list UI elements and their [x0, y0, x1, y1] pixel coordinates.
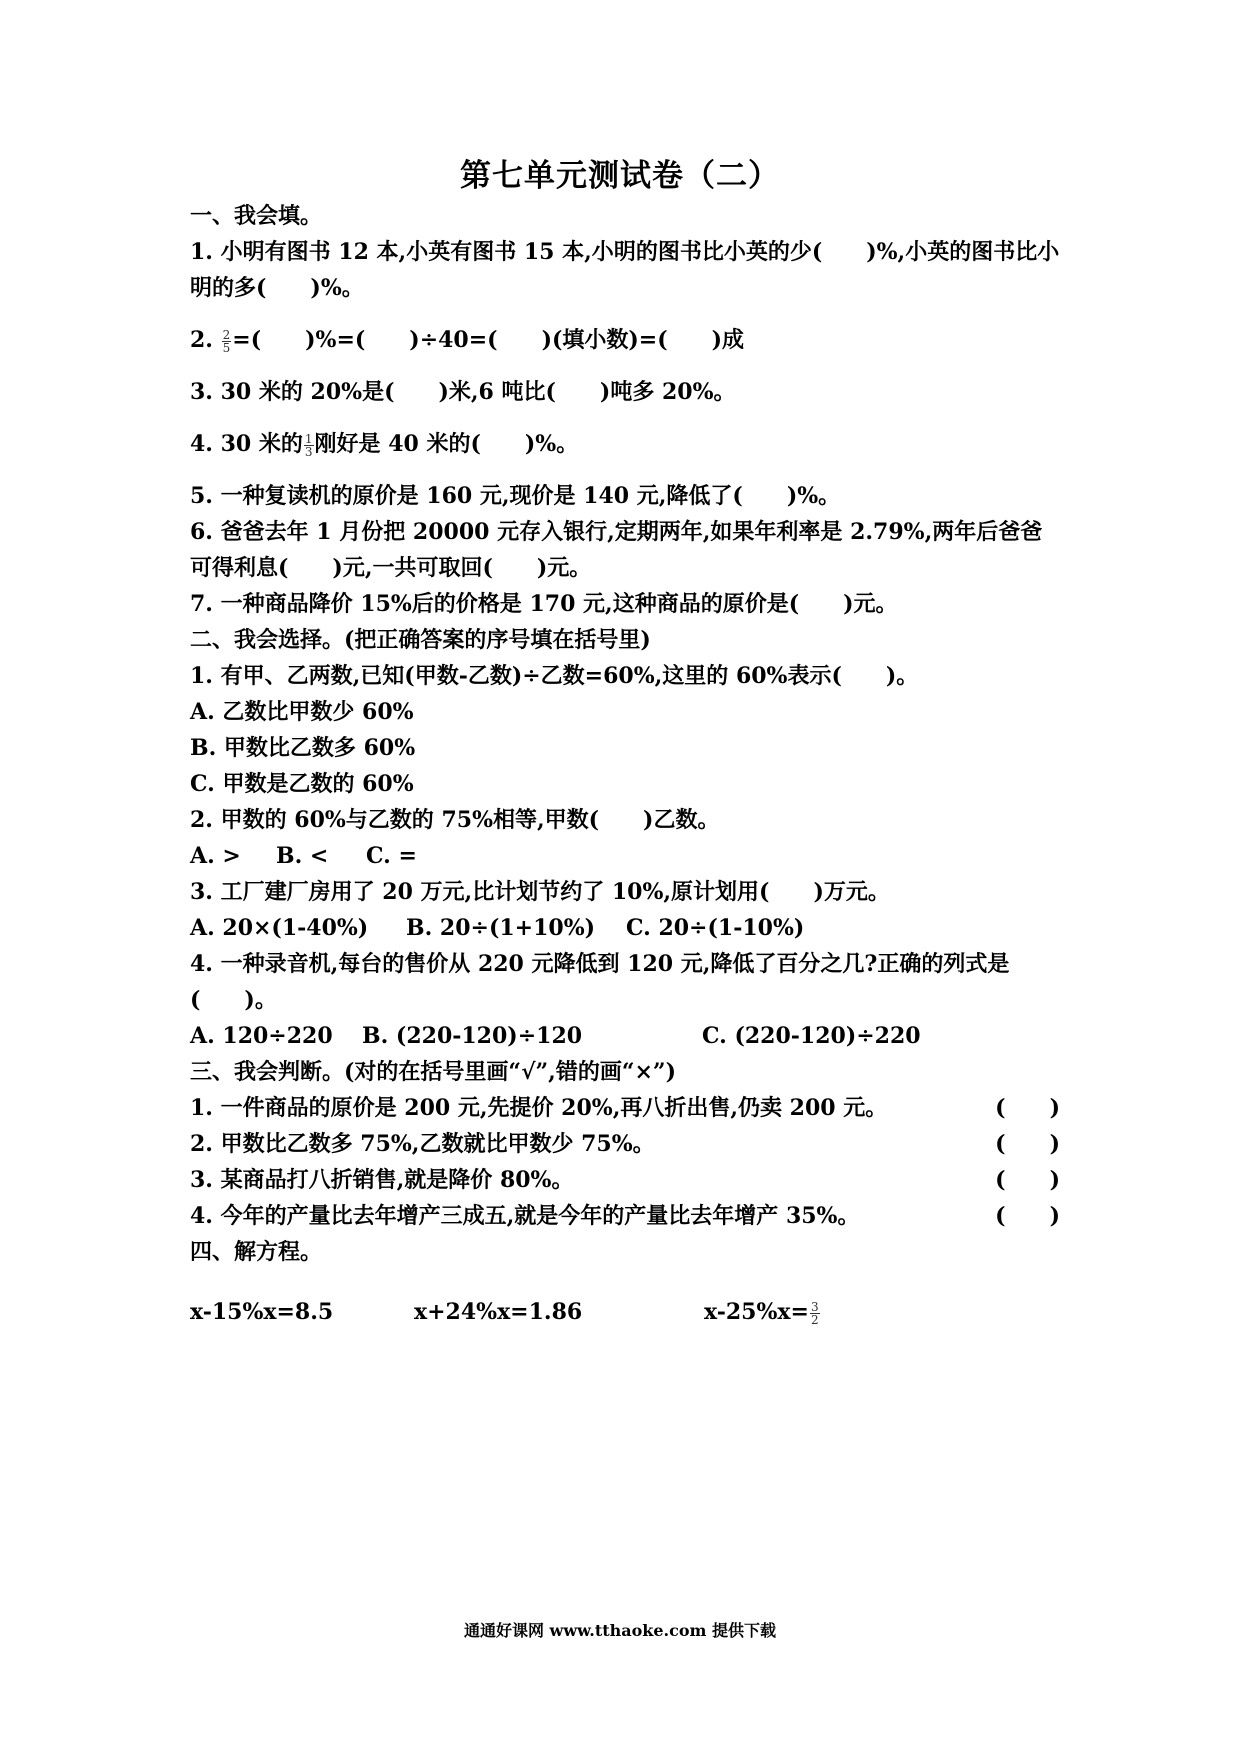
page-title: 第七单元测试卷（二）	[460, 158, 780, 194]
fill-question-1: 1. 小明有图书 12 本,小英有图书 15 本,小明的图书比小英的少( )%,小英的图书比小明的多( )%。	[190, 239, 1060, 301]
choice-question-4-options	[190, 1018, 1060, 1054]
exam-content	[190, 198, 1060, 1330]
choice-question-2-option-a: A. >	[190, 843, 241, 869]
equation-2: x+24%x=1.86	[414, 1299, 583, 1325]
judge-question-text: 3. 某商品打八折销售,就是降价 80%。	[190, 1167, 574, 1193]
judge-question-3	[190, 1162, 1060, 1198]
judge-question-text: 2. 甲数比乙数多 75%,乙数就比甲数少 75%。	[190, 1131, 655, 1157]
choice-question-1-option-c: C. 甲数是乙数的 60%	[190, 771, 414, 797]
fill-question-2-prefix: 2.	[190, 327, 221, 353]
fill-question-2-rest: =( )%=( )÷40=( )(填小数)=( )成	[232, 327, 745, 353]
choice-question-4-option-c: C. (220-120)÷220	[702, 1023, 921, 1049]
choice-question-2-option-b: B. <	[276, 843, 329, 869]
fill-question-4	[190, 426, 1060, 462]
fill-question-6: 6. 爸爸去年 1 月份把 20000 元存入银行,定期两年,如果年利率是 2.79%,两年后爸爸可得利息( )元,一共可取回( )元。	[190, 519, 1043, 581]
fraction-one-third	[304, 433, 314, 458]
equation-3	[704, 1294, 821, 1330]
fraction-three-halves	[810, 1301, 820, 1326]
fraction-numerator: 3	[810, 1299, 819, 1314]
choice-question-2-option-c: C. =	[366, 843, 417, 869]
choice-question-4-option-b: B. (220-120)÷120	[362, 1023, 583, 1049]
equation-3-prefix: x-25%x=	[704, 1299, 809, 1325]
answer-bracket: ( )	[995, 1095, 1060, 1121]
fill-question-2	[190, 322, 1060, 358]
choice-question-4-option-a: A. 120÷220	[190, 1023, 333, 1049]
choice-question-1-option-a: A. 乙数比甲数少 60%	[190, 699, 414, 725]
equations-row	[190, 1294, 1060, 1330]
choice-question-3-option-b: B. 20÷(1+10%)	[406, 915, 596, 941]
answer-bracket: ( )	[995, 1131, 1060, 1157]
fill-question-4-prefix: 4. 30 米的	[190, 431, 303, 457]
section-heading-choice: 二、我会选择。(把正确答案的序号填在括号里)	[190, 627, 651, 653]
choice-question-1-option-b: B. 甲数比乙数多 60%	[190, 735, 416, 761]
judge-question-text: 4. 今年的产量比去年增产三成五,就是今年的产量比去年增产 35%。	[190, 1203, 860, 1229]
choice-question-2: 2. 甲数的 60%与乙数的 75%相等,甲数( )乙数。	[190, 807, 720, 833]
fill-question-3: 3. 30 米的 20%是( )米,6 吨比( )吨多 20%。	[190, 379, 736, 405]
judge-question-1	[190, 1090, 1060, 1126]
judge-question-2	[190, 1126, 1060, 1162]
answer-bracket: ( )	[995, 1167, 1060, 1193]
section-heading-equations: 四、解方程。	[190, 1239, 323, 1265]
fill-question-7: 7. 一种商品降价 15%后的价格是 170 元,这种商品的原价是( )元。	[190, 591, 898, 617]
choice-question-3: 3. 工厂建厂房用了 20 万元,比计划节约了 10%,原计划用( )万元。	[190, 879, 890, 905]
judge-question-4	[190, 1198, 1060, 1234]
choice-question-4: 4. 一种录音机,每台的售价从 220 元降低到 120 元,降低了百分之几?正确的列式是( )。	[190, 951, 1010, 1013]
choice-question-3-option-a: A. 20×(1-40%)	[190, 915, 369, 941]
choice-question-3-option-c: C. 20÷(1-10%)	[626, 915, 805, 941]
fraction-denominator: 3	[304, 444, 313, 459]
equation-1: x-15%x=8.5	[190, 1299, 334, 1325]
section-heading-fill: 一、我会填。	[190, 203, 323, 229]
fraction-denominator: 5	[222, 340, 231, 355]
choice-question-1: 1. 有甲、乙两数,已知(甲数-乙数)÷乙数=60%,这里的 60%表示( )。	[190, 663, 919, 689]
fraction-numerator: 2	[222, 327, 231, 342]
judge-question-text: 1. 一件商品的原价是 200 元,先提价 20%,再八折出售,仍卖 200 元。	[190, 1095, 888, 1121]
footer-credit: 通通好课网 www.tthaoke.com 提供下载	[463, 1621, 777, 1640]
fraction-two-fifths	[222, 329, 232, 354]
answer-bracket: ( )	[995, 1203, 1060, 1229]
choice-question-2-options	[190, 838, 1060, 874]
fill-question-4-rest: 刚好是 40 米的( )%。	[314, 431, 579, 457]
choice-question-3-options	[190, 910, 1060, 946]
fraction-denominator: 2	[810, 1312, 819, 1327]
fill-question-5: 5. 一种复读机的原价是 160 元,现价是 140 元,降低了( )%。	[190, 483, 841, 509]
section-heading-judge: 三、我会判断。(对的在括号里画“√”,错的画“×”)	[190, 1059, 676, 1085]
fraction-numerator: 1	[304, 431, 313, 446]
